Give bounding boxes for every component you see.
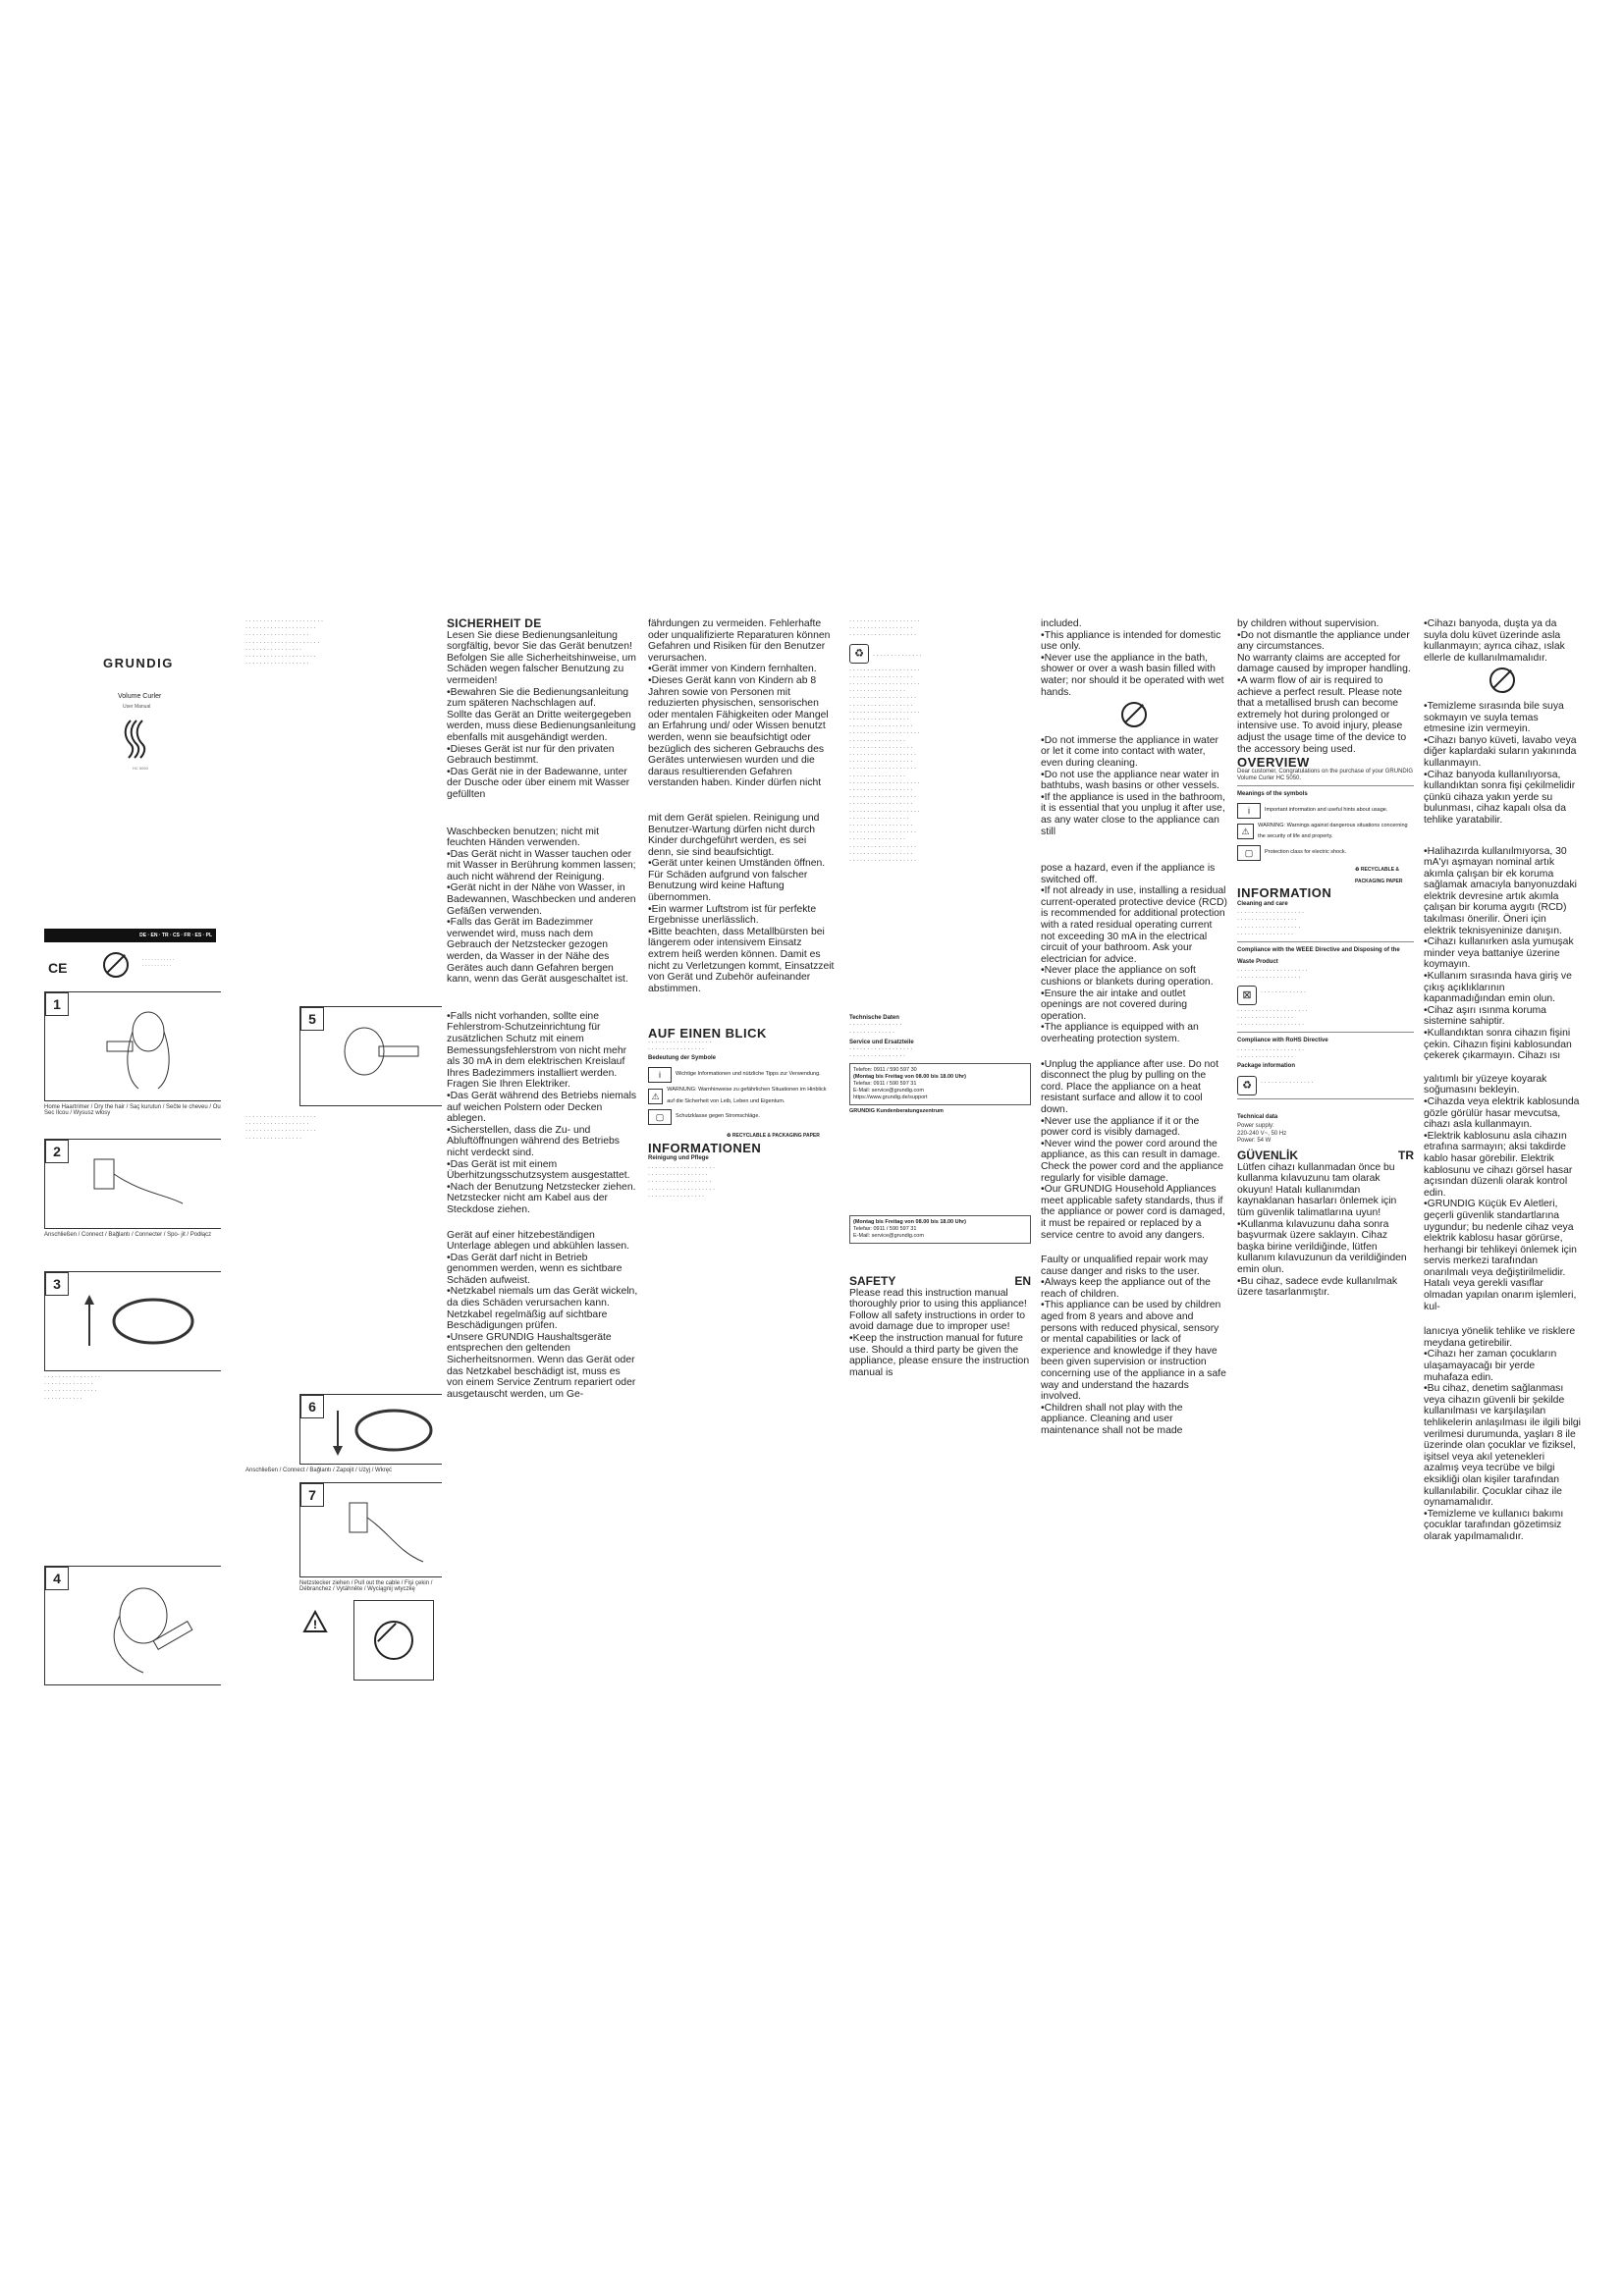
figure-number: 3 xyxy=(45,1272,69,1296)
de-service-contact-box: (Montag bis Freitag von 08.00 bis 18.00 Uhr) Telefax: 0911 / 590 597 31 E-Mail: service@grundig.com xyxy=(849,1215,1031,1244)
en-item: Check the power cord and the appliance regularly for visible damage. xyxy=(1041,1160,1223,1184)
contact-email[interactable]: E-Mail: service@grundig.com xyxy=(853,1088,924,1095)
tr-item: •GRUNDIG Küçük Ev Aletleri, geçerli güvenlik standartlarına uygundur; bu nedenle cihaz veya elektrik kablosu hasar görürse, herhangi bir tehlikeyi önlemek için servis merkezi tarafından onarılmalı veya değiştirilmelidir. Hatalı veya gerekli vasıflar olmadan yapılan onarım işlemleri, kul- xyxy=(1424,1199,1577,1312)
figure-3 xyxy=(44,1271,221,1371)
de-info-heading: INFORMATIONEN xyxy=(648,1140,762,1155)
de-info-column: · · · · · · · · · · · · · · · · · · · · · · · · · · · · · · · · · · · · · · · · · · · · · · · · · · · · · · · · · ♻ · · · · · · · · · · · · · · · · · · · · · · · · · · · · · · · · · · · · · · · · · · · · · · · · · · · · · · · · · · · · · · · · · · · · · · · · · · · · · · · · · · · · · · · · · · · · · · · · · · · · · · · · · · · · · · · · · · · · · · · · · · · · · · · · · · · · · · · · · · · · · · · · · · · · · · · · · · · · · · · · · · · · · · · · · · · · · · · · · · · · · · · · · · · · · · · · · · · · · · · · · · · · · · · · · · · · · · · · · · · · · · · · · · · · · · · · · · · · · · · · · · · · · · · · · · · · · · · · · · · · · · · · · · · · · · · · · · · · · · · · · · · · · · · · · · · · · · · · · · · · · · · · · · · · · · · · · · · · · · · · · · · · · · · · · · · · · · · · · · · · · · · · · · · · · · · · · · · · · · · · · · · · · · · · · · · · · · · · · · · · · · · · · · · · · · · · · · · · · · · · · · · · · · · · · · · · · · · · · · · · · · · · · · · · · · · · · · · · · · · · · · · · · · · · · · · · · · · · · · · · · · · · · · · · · · · · · · · · · · · · · · · · · · · · · · · · · · · · · · · · · · · · · · · · · · · · · · · · · · · · · · · · · · · Technische Daten · · · · · · · · · · · · · · · · · · · · · · · · · · · · Service und Ersatzteile · · · · · · · · · · · · · · · · · · · · · · · · · · · · · · · · · · Telefon: 0911 / 590 597 30 (Montag bis Freitag von 08.00 bis 18.00 Uhr) Telefax: 0911 / 590 597 31 E-Mail: service@grundig.com https://www.grundig.de/support GRUNDIG Kundenberatungszentrum (Montag bis Freitag von 08.00 bis 18.00 Uhr) Telefax: 0911 / 590 597 31 E-Mail: service@grundig.com SAFETY EN Please read this instruction manual thoroughly prior to using this appliance! Follow all safety instructions in order to avoid damage due to improper use! •Keep the instruction manual for future use. Should a third party be given the appliance, please ensure the instruction manual is xyxy=(849,618,1031,1378)
de-rohs-text: · · · · · · · · · · · · · · · · · · · · · · · · · · · · · · · · · · · · · · · · · · · · · · · · · · · · · · · · · · · · · · · · · · · · · · · · · · · · · · · · · · · · · · · · · · · · · · · · · · · · · · · · · · · · · · · · · · · · · · · · · · · · · · · · · · · · · · · · · · · · · · · · · · · · · · · · · · · · · · · · · · · · · · · · · · · · · · · · · · · · · · · · · · · · · · · · · · · · · · · · · · · · · · · · · · · · · · · · · · · · · · · · · · · · · · · · · · · · · · · · · · · · · · · · · · · · · · · · · · · · · · · · · · · · · · · · · · · · · · · · · · · · · · · · · · · · · · · · · · · · · · · · · · · · · · · · · · · · · · · · · · · · · · · · · · · · · · · · · · · · · · · · · · · · · · · · · · · · · · · · · · · · · · · · · · · · · · · · · · · · · · · · · · · · · · · · · · · · · · · · · · · · · · · · · · · · · · · · · · · · · · · · · · · · · · · · · · · · · · · · · · · · · · · · · · · · · · · · · · · · · · · · · · · · · · · · · · · · · · · · · · · · · · · · · · · · · · · · · · · · · · · · · · · · · · · · · xyxy=(849,667,920,865)
en-item: •Never wind the power cord around the appliance, as this can result in damage. xyxy=(1041,1138,1220,1161)
de-overview-heading: AUF EINEN BLICK xyxy=(648,1026,767,1041)
en-safety-heading: SAFETY xyxy=(849,1274,896,1289)
manual-sheet xyxy=(44,618,1581,1688)
unplug-illustration-icon xyxy=(340,1493,428,1572)
wheelie-bin-icon: ⊠ xyxy=(1237,986,1257,1005)
de-item: •Sicherstellen, dass die Zu- und Abluftöffnungen während des Betriebs nicht verdeckt sind. xyxy=(447,1124,620,1158)
de-item: •Dieses Gerät ist nur für den privaten Gebrauch bestimmt. xyxy=(447,743,615,767)
de-overview-text: · · · · · · · · · · · · · · · · · · · · · · · · · · · · · · · · · · xyxy=(648,1040,712,1053)
en-text: included. xyxy=(1041,618,1082,629)
contact-hours: (Montag bis Freitag von 08.00 bis 18.00 Uhr) xyxy=(853,1074,966,1081)
curl-hair-icon xyxy=(121,717,154,760)
de-tech-heading: Technische Daten xyxy=(849,1015,899,1022)
de-safety-column xyxy=(447,618,638,1688)
figure-3-notes: · · · · · · · · · · · · · · · · · · · · · · · · · · · · · · · · · · · · · · · · · · · · · · · · · · · · · · · · xyxy=(44,1374,100,1402)
en2-text: by children without supervision. xyxy=(1237,618,1380,629)
figure-5 xyxy=(299,1006,442,1106)
en-rohs-heading: Compliance with RoHS Directive xyxy=(1237,1038,1328,1044)
symbol-desc: Wichtige Informationen und nützliche Tipps zur Verwendung. xyxy=(676,1071,821,1078)
tr-item: •Halihazırda kullanılmıyorsa, 30 mA'yı aşmayan nominal artık akımla çalışan bir ek koruma sağlamak amacıyla banyonuzdaki elektrik devresine artık akımla çalışan bir koruma aygıtı (RCD) takılması önerilir. Öneri için elektrik teknisyeninize danışın. xyxy=(1424,845,1577,936)
en-weee-heading: Compliance with the WEEE Directive and Disposing of the Waste Product xyxy=(1237,947,1400,965)
de-item: •Das Gerät nicht in Wasser tauchen oder mit Wasser in Berührung kommen lassen; auch nicht während der Reinigung. xyxy=(447,848,636,882)
tr-item: •Cihazı banyoda, duşta ya da suyla dolu küvet üzerinde asla kullanmayın; ayrıca cihaz, ıslak ellerle de kullanılmamalıdır. xyxy=(1424,618,1565,664)
en-symbols-heading: Meanings of the symbols xyxy=(1237,791,1308,798)
contact-url[interactable]: https://www.grundig.de/support xyxy=(853,1095,928,1101)
en-item: •This appliance is intended for domestic use only. xyxy=(1041,629,1221,653)
tr-item: •Cihazı banyo küveti, lavabo veya diğer kaplardaki suların yakınında kullanmayın. xyxy=(1424,734,1577,769)
en-info-column: by children without supervision. •Do not dismantle the appliance under any circumstances. No warranty claims are accepted for damage caused by improper handling. •A warm flow of air is required to achieve a perfect result. Please note that a metallised brush can become extremely hot during prolonged or intensive use. To avoid injury, please adjust the usage time of the device to the accessory being used. OVERVIEW Dear customer, Congratulations on the purchase of your GRUNDIG Volume Curler HC 5050. Meanings of the symbols i Important information and useful hints about usage. ⚠ WARNING: Warnings against dangerous situations concerning the security of life and property. ▢ Protection class for electric shock. ♻ RECYCLABLE & PACKAGING PAPER INFORMATION Cleaning and care · · · · · · · · · · · · · · · · · · · · · · · · · · · · · · · · · · · · · · · · · · · · · · · · · · · · · · · · · · · · · · · · · · · · · · Compliance with the WEEE Directive and Disposing of the Waste Product · · · · · · · · · · · · · · · · · · · · · · · · · · · · · · · · · · · · · · ⊠ · · · · · · · · · · · · · · · · · · · · · · · · · · · · · · · · · · · · · · · · · · · · · · · · · · · · · · · · · · · · · · · · · · · · Compliance with RoHS Directive · · · · · · · · · · · · · · · · · · · · · · · · · · · · · · · · · · · Package information ♻ · · · · · · · · · · · · · · · Technical data Power supply: 220-240 V~, 50 Hz Power: 54 W GÜVENLİK TR Lütfen cihazı kullanmadan önce bu kullanma kılavuzunu tam olarak okuyun! Hatalı kullanımdan kaynaklanan hasarları önlemek için tüm güvenlik talimatlarına uyun! •Kullanma kılavuzunu daha sonra başvurmak üzere saklayın. Cihaz başka birine verildiğinde, lütfen kullanım kılavuzunun da verildiğinden emin olun. •Bu cihaz, sadece evde kullanılmak üzere tasarlanmıştır. xyxy=(1237,618,1414,1299)
de-item: Waschbecken benutzen; nicht mit feuchten Händen verwenden. xyxy=(447,826,599,849)
model-code: HC 5050 xyxy=(133,766,148,771)
info-icon: i xyxy=(1237,803,1261,819)
tr-item: •Temizleme ve kullanıcı bakımı çocuklar tarafından gözetimsiz olarak yapılmamalıdır. xyxy=(1424,1508,1564,1542)
en-item: •Never use the appliance if it or the power cord is visibly damaged. xyxy=(1041,1115,1200,1139)
en-safety-heading-row xyxy=(849,1276,1031,1288)
de2-item: •Dieses Gerät kann von Kindern ab 8 Jahren sowie von Personen mit reduzierten physischen, sensorischen oder mentalen Fähigkeiten oder Mangel an Erfahrung und/ oder Wissen benutzt werden, wenn sie beaufsichtigt oder bezüglich des sicheren Gebrauchs des Gerätes unterwiesen wurden und die daraus resultierenden Gefahren verstanden haben. Kinder dürfen nicht xyxy=(648,674,829,789)
en-overview-text: Dear customer, Congratulations on the purchase of your GRUNDIG Volume Curler HC 5050. xyxy=(1237,768,1414,781)
hair-drying-illustration-icon xyxy=(99,1002,188,1091)
warning-icon: ⚠ xyxy=(1237,824,1254,839)
figure-panel-notes: · · · · · · · · · · · · · · · · · · · · · · · · · · · · · · · · · · · · · · · · · · · · · · · · · · · · · · · · · · · · · · · · · · · · · · · · · · · · · · · · · · · · · · · · · · · · · · · · · · · · · · · · · · · · · · · · · · · · · · · · · · · · · · · · · · · · · · · xyxy=(245,618,323,667)
language-bar: DE · EN · TR · CS · FR · ES · PL xyxy=(44,929,216,942)
figure-number: 2 xyxy=(45,1140,69,1163)
de-disposal-text: · · · · · · · · · · · · · · · · · · · · · · · · · · · · · · · · · · · · · · · · · · · · · · · · · · · · · · · · · xyxy=(849,618,920,639)
ce-mark-icon: CE xyxy=(48,960,68,976)
recycle-icon: ♻ xyxy=(849,644,869,664)
no-water-icon xyxy=(1041,702,1227,731)
figure-6-caption: Anschließen / Connect / Bağlantı / Zapojit / Użyj / Wkręć xyxy=(245,1468,393,1473)
de2-item: •Gerät immer von Kindern fernhalten. xyxy=(648,664,817,675)
en-info-heading: INFORMATION xyxy=(1237,885,1332,901)
no-water-illustration xyxy=(353,1600,434,1681)
en-language-code: EN xyxy=(1014,1274,1031,1289)
en-item: •If not already in use, installing a residual current-operated protective device (RCD) is recommended for additional protection with a rated residual operating current not exceeding 30 mA in the electrical circuit of your bathroom. Ask your electrician for advice. xyxy=(1041,885,1227,965)
en-tech-voltage: 220-240 V~, 50 Hz xyxy=(1237,1130,1287,1137)
de-service-contact xyxy=(849,1063,1031,1105)
tr-item: lanıcıya yönelik tehlike ve risklere meydana getirebilir. xyxy=(1424,1326,1576,1349)
tr-item: •Cihaz banyoda kullanılıyorsa, kullandıktan sonra fişi çekilmelidir çünkü cihaza yakın yerde su bulunması, cihaz kapalı olsa da tehlike yaratabilir. xyxy=(1424,769,1576,826)
cover-small-print: · · · · · · · · · · · · · · · · · · · · · xyxy=(142,957,175,969)
de-item: •Gerät nicht in der Nähe von Wasser, in Badewannen, Waschbecken und anderen Gefäßen verwenden. xyxy=(447,882,636,917)
en-clean-heading: Cleaning and care xyxy=(1237,900,1288,907)
en-pack-heading: Package information xyxy=(1237,1063,1296,1070)
de-safety-heading: SICHERHEIT DE xyxy=(447,618,542,630)
contact-phone: Telefon: 0911 / 590 597 30 xyxy=(853,1067,917,1074)
de-item: •Falls das Gerät im Badezimmer verwendet wird, muss nach dem Gebrauch der Netzstecker gezogen werden, da Wasser in der Nähe des Gerätes auch dann Gefahren bergen kann, wenn das Gerät ausgeschaltet ist. xyxy=(447,917,628,986)
recycle-badge: ♻ RECYCLABLE & PACKAGING PAPER xyxy=(727,1133,820,1140)
contact-fax: Telefax: 0911 / 590 597 31 xyxy=(853,1081,917,1088)
de-item: •Unsere GRUNDIG Haushaltsgeräte entsprechen den geltenden Sicherheitsnormen. Wenn das Gerät oder das Netzkabel beschädigt ist, muss es von einem Service Zentrum repariert oder ausgetauscht werden, um Ge- xyxy=(447,1331,636,1400)
en-item: •Our GRUNDIG Household Appliances meet applicable safety standards, thus if the appliance or power cord is damaged, it must be repaired or replaced by a service centre to avoid any dangers. xyxy=(1041,1184,1225,1241)
de-item: Gerät auf einer hitzebeständigen Unterlage ablegen und abkühlen lassen. xyxy=(447,1229,630,1253)
cover-panel xyxy=(44,618,221,1688)
en-item: •Do not use the appliance near water in bathtubs, wash basins or other vessels. xyxy=(1041,769,1219,792)
de-item: •Das Gerät während des Betriebs niemals auf weichen Polstern oder Decken ablegen. xyxy=(447,1090,637,1125)
tr-item: •Cihazı kullanırken asla yumuşak minder veya battaniye üzerine koymayın. xyxy=(1424,936,1574,971)
protection-class-icon: ▢ xyxy=(1237,845,1261,861)
de2-item: •Gerät unter keinen Umständen öffnen. xyxy=(648,858,826,870)
manual-label: User Manual xyxy=(123,704,151,710)
tr-item: •Elektrik kablosunu asla cihazın etrafına sarmayın; aksi takdirde kablo hasar görebilir. Elektrik kablosunu ve cihazı görsel hasar açısından düzenli olarak kontrol edin. xyxy=(1424,1130,1573,1199)
tr-item: •Cihaz aşırı ısınma koruma sistemine sahiptir. xyxy=(1424,1004,1546,1028)
de-item: Sollte das Gerät an Dritte weitergegeben werden, muss diese Bedienungsanleitung ebenfalls mit ausgehändigt werden. xyxy=(447,709,636,743)
de2-text: fährdungen zu vermeiden. Fehlerhafte oder unqualifizierte Reparaturen können Gefahren und Risiken für den Benutzer verursachen. xyxy=(648,618,831,664)
tr-item: •Cihazı her zaman çocukların ulaşamayacağı bir yerde muhafaza edin. xyxy=(1424,1349,1557,1383)
en-tech-power: Power: 54 W xyxy=(1237,1137,1272,1144)
en-item: •Ensure the air intake and outlet openings are not covered during operation. xyxy=(1041,988,1188,1022)
en-item: Faulty or unqualified repair work may cause danger and risks to the user. xyxy=(1041,1255,1209,1277)
en-item: pose a hazard, even if the appliance is switched off. xyxy=(1041,863,1216,885)
detach-brush-illustration-icon xyxy=(330,1403,438,1458)
tr-safety-column xyxy=(1424,618,1581,1688)
symbol-desc: Important information and useful hints about usage. xyxy=(1265,806,1388,813)
de-hotline: GRUNDIG Kundenberatungszentrum xyxy=(849,1108,944,1115)
figure-4 xyxy=(44,1566,221,1685)
en-overview-heading: OVERVIEW xyxy=(1237,755,1310,771)
en-safety-column xyxy=(1041,618,1227,1688)
de-symbols-heading: Bedeutung der Symbole xyxy=(648,1055,717,1062)
figure-number: 6 xyxy=(300,1395,324,1418)
en-intro: Please read this instruction manual thoroughly prior to using this appliance! Follow all safety instructions in order to avoid damage due to improper use! xyxy=(849,1287,1027,1333)
de-item: •Bewahren Sie die Bedienungsanleitung zum späteren Nachschlagen auf. xyxy=(447,686,629,710)
figure-6 xyxy=(299,1394,442,1465)
tr-item: yalıtımlı bir yüzeye koyarak soğumasını bekleyin. xyxy=(1424,1073,1547,1096)
figure-2-caption: Anschließen / Connect / Bağlantı / Connecter / Spo- jit / Podłącz xyxy=(44,1232,212,1238)
en-item: •Never use the appliance in the bath, shower or over a wash basin filled with water; nor should it be operated with wet hands. xyxy=(1041,652,1224,698)
en2-text: No warranty claims are accepted for damage caused by improper handling. xyxy=(1237,652,1411,675)
de-item: •Das Gerät nie in der Badewanne, unter der Dusche oder über einem mit Wasser gefüllten xyxy=(447,766,630,800)
de-intro: Lesen Sie diese Bedienungsanleitung sorgfältig, bevor Sie das Gerät benutzen! Befolgen Sie alle Sicherheitshinweise, um Schäden wegen falscher Benutzung zu vermeiden! xyxy=(447,629,636,686)
figure-number: 5 xyxy=(300,1007,324,1031)
warning-triangle-icon xyxy=(302,1610,328,1633)
en-item: •If the appliance is used in the bathroom, it is essential that you unplug it after use, as any water close to the appliance can still xyxy=(1041,791,1225,837)
model-name: Volume Curler xyxy=(118,693,162,700)
symbol-desc: Protection class for electric shock. xyxy=(1265,849,1347,856)
figure-number: 4 xyxy=(45,1567,69,1590)
protection-class-icon: ▢ xyxy=(648,1109,672,1125)
en-tech-heading: Technical data xyxy=(1237,1113,1278,1120)
en-item: •Children shall not play with the appliance. Cleaning and user maintenance shall not be made xyxy=(1041,1402,1183,1436)
brand-logo: GRUNDIG xyxy=(103,656,174,670)
tr-item: •Kullandıktan sonra cihazın fişini çekin. Cihazın fişini kablosundan çekerek çıkarmayın. Cihazı ısı xyxy=(1424,1028,1572,1062)
en-tech-power-label: Power supply: xyxy=(1237,1123,1274,1130)
en-item: •This appliance can be used by children aged from 8 years and above and persons with reduced physical, sensory or mental capabilities or lack of experience and knowledge if they have been given supervision or instruction concerning use of the appliance in a safe way and understand the hazards involved. xyxy=(1041,1300,1226,1403)
en-item: •Unplug the appliance after use. Do not disconnect the plug by pulling on the cord. Place the appliance on a heat resistant surface and allow it to cool down. xyxy=(1041,1058,1218,1115)
tr-item: •Kullanım sırasında hava giriş ve çıkış açıklıklarının kapanmadığından emin olun. xyxy=(1424,971,1572,1005)
de-item: •Falls nicht vorhanden, sollte eine Fehlerstrom-Schutzeinrichtung für zusätzlichen Schutz mit einem Bemessungsfehlerstrom von nicht mehr als 30 mA in dem elektrischen Kreislauf Ihres Badezimmers installiert werden. Fragen Sie Ihren Elektriker. xyxy=(447,1010,627,1091)
tr-item: •Bu cihaz, denetim sağlanması veya cihazın güvenli bir şekilde kullanılması ve karşılaşılan tehlikelerin anlaşılması ile ilgili bilgi verilmesi durumunda, yaşları 8 ile üzerinde olan çocuklar ve fiziksel, işitsel veya akıl yetenekleri azalmış veya tecrübe ve bilgi eksikliği olan kişiler tarafından kullanılabilir. Çocuklar cihaz ile oynamamalıdır. xyxy=(1424,1383,1581,1509)
curling-illustration-icon xyxy=(84,1576,202,1675)
info-icon: i xyxy=(648,1067,672,1083)
tr-safety-heading-row xyxy=(1237,1150,1414,1162)
de2-text: mit dem Gerät spielen. Reinigung und Benutzer-Wartung dürfen nicht durch Kinder durchgeführt werden, es sei denn, sie sind beaufsichtigt. xyxy=(648,812,820,858)
figure-2 xyxy=(44,1139,221,1229)
tr-safety-heading: GÜVENLİK xyxy=(1237,1148,1299,1163)
no-water-icon xyxy=(1424,667,1581,697)
svg-text:!: ! xyxy=(313,1618,317,1631)
recycle-badge: ♻ RECYCLABLE & PACKAGING PAPER xyxy=(1355,866,1403,884)
de-clean-text: · · · · · · · · · · · · · · · · · · · · · · · · · · · · · · · · · · · · · · · · · · · · · · · · · · · · · · · · · · · · · · · · · · · · · · · · · · · · · · · · · · · · · · · · · xyxy=(648,1164,715,1200)
symbol-desc: Schutzklasse gegen Stromschläge. xyxy=(676,1113,760,1120)
tr-item: •Bu cihaz, sadece evde kullanılmak üzere tasarlanmıştır. xyxy=(1237,1275,1398,1299)
figure-1 xyxy=(44,991,221,1101)
de-item: •Nach der Benutzung Netzstecker ziehen. Netzstecker nicht am Kabel aus der Steckdose ziehen. xyxy=(447,1181,636,1215)
en2-item: •Do not dismantle the appliance under any circumstances. xyxy=(1237,629,1410,653)
de-item: •Das Gerät darf nicht in Betrieb genommen werden, wenn es sichtbare Schäden aufweist. xyxy=(447,1252,623,1286)
en2-item: •A warm flow of air is required to achieve a perfect result. Please note that a metallised brush can become extremely hot during prolonged or intensive use. To avoid injury, please adjust the usage time of the device to the accessory being used. xyxy=(1237,674,1407,755)
figure-number: 7 xyxy=(300,1483,324,1507)
de-item: •Netzkabel niemals um das Gerät wickeln, da dies Schäden verursachen kann. Netzkabel regelmäßig auf sichtbare Beschädigungen prüfen. xyxy=(447,1286,638,1332)
figure-panel xyxy=(245,618,442,1688)
de2-text: Für Schäden aufgrund von falscher Benutzung wird keine Haftung übernommen. xyxy=(648,869,808,904)
tr-item: •Kullanma kılavuzunu daha sonra başvurmak üzere saklayın. Cihaz başka birine verildiğinde, lütfen kullanım kılavuzunun da verildiğinden emin olun. xyxy=(1237,1218,1407,1276)
de2-item: •Ein warmer Luftstrom ist für perfekte Ergebnisse unerlässlich. xyxy=(648,903,817,927)
figure-5-notes: · · · · · · · · · · · · · · · · · · · · · · · · · · · · · · · · · · · · · · · · · · · · · · · · · · · · · · · · · · · · · · · · · · · · · · · · · · xyxy=(245,1114,316,1142)
de2-item: •Bitte beachten, dass Metallbürsten bei längerem oder intensivem Einsatz extrem heiß werden können. Damit es nicht zu Verletzungen kommt, Einsatzzeit von Gerät und Zubehör aufeinander abstimmen. xyxy=(648,926,835,994)
de-safety-column-2 xyxy=(648,618,835,1688)
en-item: •Keep the instruction manual for future use. Should a third party be given the appliance, please ensure the instruction manual is xyxy=(849,1333,1030,1378)
en-item: •Always keep the appliance out of the reach of children. xyxy=(1041,1277,1211,1300)
tr-language-code: TR xyxy=(1398,1148,1414,1163)
tr-item: •Temizleme sırasında bile suya sokmayın ve suyla temas etmesine izin vermeyin. xyxy=(1424,700,1564,735)
plug-illustration-icon xyxy=(84,1154,192,1213)
figure-1-caption: Home Haartrimer / Dry the hair / Saç kurutun / Sečte le cheveu / Ou Sec Ilcou / Wysusz włosy xyxy=(44,1104,221,1116)
attach-brush-illustration-icon xyxy=(75,1287,202,1356)
figure-number: 1 xyxy=(45,992,69,1016)
symbol-desc: WARNING: Warnings against dangerous situations concerning the security of life and property. xyxy=(1258,822,1408,840)
styling-illustration-icon xyxy=(330,1017,428,1095)
en-item: •Do not immerse the appliance in water or let it come into contact with water, even during cleaning. xyxy=(1041,734,1218,769)
en-item: •Never place the appliance on soft cushions or blankets during operation. xyxy=(1041,965,1214,988)
symbol-desc: WARNUNG: Warnhinweise zu gefährlichen Situationen im Hinblick auf die Sicherheit von Leib, Leben und Eigentum. xyxy=(667,1087,827,1104)
en-item: •The appliance is equipped with an overheating protection system. xyxy=(1041,1022,1199,1044)
no-water-icon xyxy=(103,952,129,983)
de-clean-heading: Reinigung und Pflege xyxy=(648,1155,709,1162)
figure-7-caption: Netzstecker ziehen / Pull out the cable / Fişi çekin / Débranchez / Vytáhněte / Wyciągnij wtyczkę xyxy=(299,1580,433,1592)
tr-intro: Lütfen cihazı kullanmadan önce bu kullanma kılavuzunu tam olarak okuyun! Hatalı kullanımdan kaynaklanan hasarları önlemek için tüm güvenlik talimatlarına uyun! xyxy=(1237,1161,1397,1219)
recycle-icon: ♻ xyxy=(1237,1076,1257,1095)
figure-7 xyxy=(299,1482,442,1577)
tr-item: •Cihazda veya elektrik kablosunda gözle görülür hasar mevcutsa, cihazı asla kullanmayın. xyxy=(1424,1095,1580,1131)
de-item: •Das Gerät ist mit einem Überhitzungsschutzsystem ausgestattet. xyxy=(447,1158,630,1182)
de-service-heading: Service und Ersatzteile xyxy=(849,1039,914,1045)
warning-icon: ⚠ xyxy=(648,1089,663,1104)
